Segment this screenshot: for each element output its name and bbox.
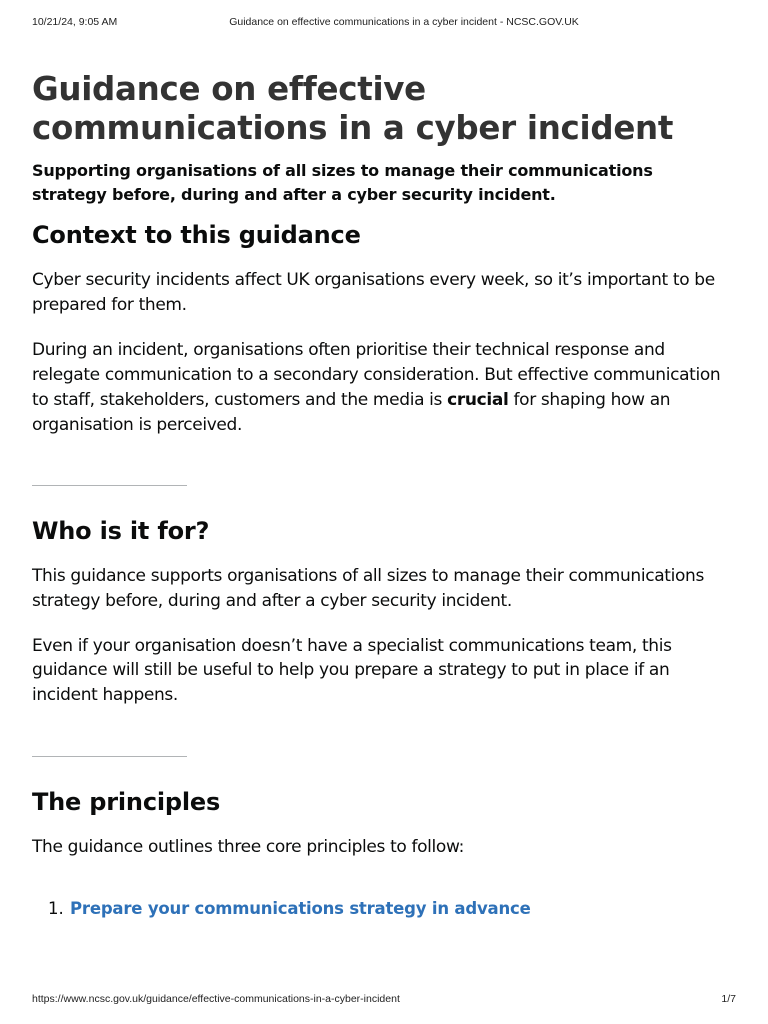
print-header xyxy=(32,16,736,30)
article xyxy=(32,70,732,921)
section-heading-principles: The principles xyxy=(32,787,221,816)
section-heading-context: Context to this guidance xyxy=(32,221,361,249)
context-paragraph-2 xyxy=(32,338,732,437)
list-item-number: 1. xyxy=(48,899,64,919)
print-url: https://www.ncsc.gov.uk/guidance/effective-communications-in-a-cyber-incident xyxy=(32,993,400,1005)
section-divider xyxy=(32,485,187,486)
principles-intro: The guidance outlines three core principles to follow: xyxy=(32,836,464,857)
print-footer xyxy=(32,993,736,1007)
who-paragraph-1: This guidance supports organisations of all sizes to manage their communications strategy before, during and after a cyber security incident. xyxy=(32,566,704,611)
context-paragraph-1: Cyber security incidents affect UK organisations every week, so it’s important to be prepared for them. xyxy=(32,270,715,315)
page-title: Guidance on effective communications in a cyber incident xyxy=(32,70,674,147)
principle-link-prepare[interactable]: Prepare your communications strategy in advance xyxy=(70,899,531,919)
print-date: 10/21/24, 9:05 AM xyxy=(32,16,118,28)
who-paragraph-2: Even if your organisation doesn’t have a specialist communications team, this guidance will still be useful to help you prepare a strategy to put in place if an incident happens. xyxy=(32,635,672,706)
print-page-title: Guidance on effective communications in a cyber incident - NCSC.GOV.UK xyxy=(229,16,579,28)
section-divider xyxy=(32,756,187,757)
section-heading-who: Who is it for? xyxy=(32,517,210,546)
page-number: 1/7 xyxy=(721,993,736,1005)
article-summary: Supporting organisations of all sizes to manage their communications strategy before, during and after a cyber security incident. xyxy=(32,161,653,204)
principles-list xyxy=(32,897,732,921)
context-paragraph-2-start: During an incident, organisations often prioritise their technical response and relegate communication to a secondary consideration. But effective communication to staff, stakeholders, customers and the media is xyxy=(32,340,721,410)
context-paragraph-2-end: for shaping how an organisation is perceived. xyxy=(32,389,671,435)
emphasis-crucial: crucial xyxy=(447,389,509,410)
list-item xyxy=(32,897,732,921)
